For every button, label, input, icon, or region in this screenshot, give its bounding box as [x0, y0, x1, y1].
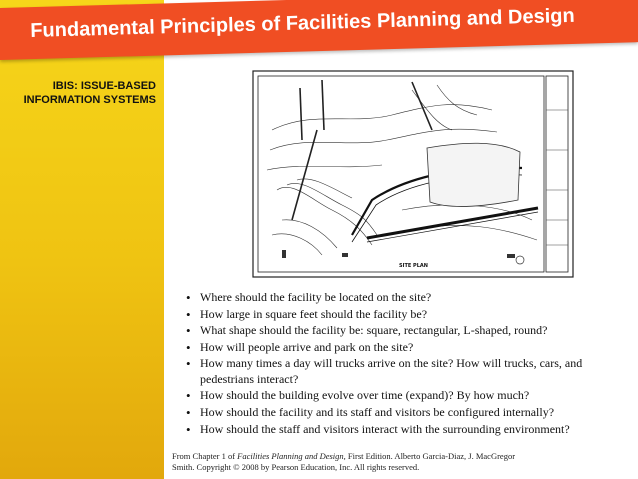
question-item: • How many times a day will trucks arrive on the site? How will trucks, cars, and pedestrians interact? [186, 356, 636, 387]
credit-prefix: From Chapter 1 of [172, 451, 238, 461]
slide-title: Fundamental Principles of Facilities Planning and Design [30, 4, 575, 42]
question-item: • How should the staff and visitors interact with the surrounding environment? [186, 422, 636, 437]
credit-copyright: Smith. Copyright © 2008 by Pearson Education, Inc. All rights reserved. [172, 462, 420, 472]
site-plan-drawing [252, 70, 574, 278]
site-plan-caption: SITE PLAN [399, 263, 428, 269]
question-item: • What shape should the facility be: square, rectangular, L-shaped, round? [186, 323, 636, 338]
section-label [4, 79, 156, 107]
question-item: • How will people arrive and park on the site? [186, 340, 636, 355]
question-item: • How should the facility and its staff and visitors be configured internally? [186, 405, 636, 420]
question-item: • How large in square feet should the facility be? [186, 307, 636, 322]
question-list [186, 290, 636, 438]
section-label-line-1: IBIS: ISSUE-BASED [52, 80, 156, 92]
section-label-line-2: INFORMATION SYSTEMS [23, 94, 156, 106]
credit-suffix: First Edition. Alberto Garcia-Diaz, J. MacGregor [345, 451, 516, 461]
source-credit [172, 451, 632, 473]
credit-book-title: Facilities Planning and Design, [237, 451, 346, 461]
yellow-sidebar [0, 0, 164, 479]
question-item: • Where should the facility be located on the site? [186, 290, 636, 305]
question-item: • How should the building evolve over time (expand)? By how much? [186, 388, 636, 403]
